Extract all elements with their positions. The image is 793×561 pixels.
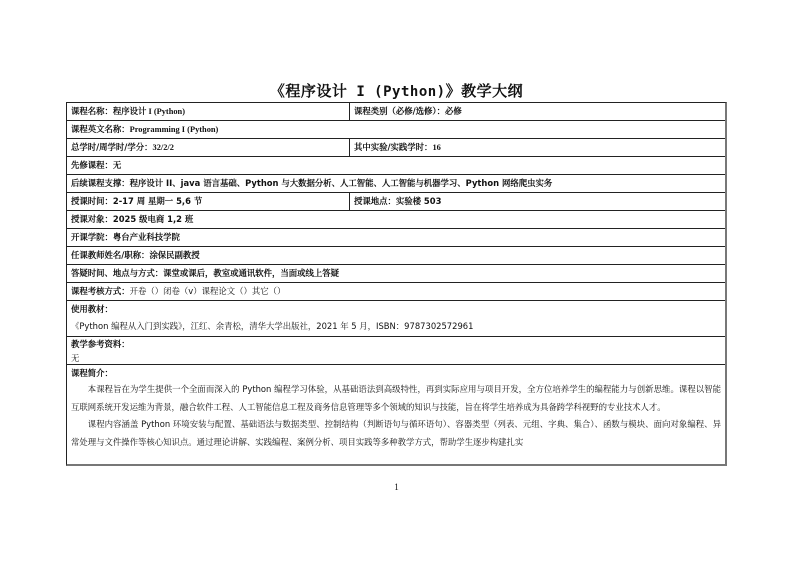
lab-hours-value: 16 bbox=[432, 143, 441, 152]
row-course-name bbox=[67, 103, 725, 121]
english-name-label: 课程英文名称： bbox=[71, 124, 130, 134]
title-suffix: 》教学大纲 bbox=[445, 82, 524, 100]
qa-value: 课堂或课后，教室或通讯软件，当面或线上答疑 bbox=[163, 268, 339, 278]
course-name-value: 程序设计 I (Python) bbox=[112, 107, 185, 116]
target-value: 2025 级电商 1,2 班 bbox=[112, 214, 194, 224]
page-number: 1 bbox=[394, 482, 399, 492]
row-qa bbox=[67, 265, 725, 283]
lab-hours-label: 其中实验/实践学时： bbox=[354, 142, 433, 152]
course-category-value: 必修 bbox=[445, 106, 462, 116]
textbook-cell bbox=[67, 301, 725, 336]
introduction-cell bbox=[67, 365, 725, 464]
row-college bbox=[67, 229, 725, 247]
introduction-paragraph-2: 课程内容涵盖 Python 环境安装与配置、基础语法与数据类型、控制结构（判断语句与循环语句）、容器类型（列表、元组、字典、集合）、函数与模块、面向对象编程、异常处理与文件操作等核心知识点。通过理论讲解、实践编程、案例分析、项目实践等多种教学方式，帮助学生逐步构建扎实 bbox=[71, 419, 721, 447]
follow-up-value: 程序设计 II、java 语言基础、Python 与大数据分析、人工智能、人工智能与机器学习、Python 网络爬虫实务 bbox=[129, 178, 553, 188]
teacher-value: 涂保民副教授 bbox=[149, 250, 200, 260]
row-introduction bbox=[67, 365, 725, 464]
prerequisites-label: 先修课程： bbox=[71, 160, 113, 170]
teacher-cell bbox=[67, 247, 725, 264]
row-textbook bbox=[67, 301, 725, 337]
assessment-label: 课程考核方式： bbox=[71, 286, 130, 296]
title-course-code: I (Python) bbox=[347, 84, 446, 100]
row-assessment bbox=[67, 283, 725, 301]
prerequisites-cell bbox=[67, 157, 725, 174]
english-name-value: Programming I (Python) bbox=[129, 125, 219, 134]
course-category-cell bbox=[350, 103, 725, 120]
row-english-name bbox=[67, 121, 725, 139]
document-title bbox=[0, 82, 793, 101]
teaching-time-cell bbox=[67, 193, 350, 210]
row-teacher bbox=[67, 247, 725, 265]
college-label: 开课学院： bbox=[71, 232, 113, 242]
row-prerequisites bbox=[67, 157, 725, 175]
course-category-label: 课程类别（必修/选修）： bbox=[354, 106, 445, 116]
introduction-label: 课程简介： bbox=[71, 368, 113, 378]
references-value: 无 bbox=[71, 353, 80, 363]
hours-cell bbox=[67, 139, 350, 156]
lab-hours-cell bbox=[350, 139, 725, 156]
textbook-value: 《Python 编程从入门到实践》，江红、余青松，清华大学出版社，2021 年 5 月，ISBN：9787302572961 bbox=[71, 321, 474, 331]
assessment-value: 开卷（）闭卷（v）课程论文（）其它（） bbox=[129, 286, 286, 296]
references-label: 教学参考资料： bbox=[71, 339, 130, 349]
follow-up-cell bbox=[67, 175, 725, 192]
syllabus-table bbox=[66, 102, 727, 466]
college-value: 粤台产业科技学院 bbox=[112, 232, 180, 242]
row-references bbox=[67, 337, 725, 365]
row-time-location bbox=[67, 193, 725, 211]
hours-label: 总学时/周学时/学分： bbox=[71, 142, 153, 152]
teaching-location-value: 实验楼 503 bbox=[395, 196, 442, 206]
row-target bbox=[67, 211, 725, 229]
english-name-cell bbox=[67, 121, 725, 138]
hours-value: 32/2/2 bbox=[152, 143, 174, 152]
title-prefix: 《程序设计 bbox=[269, 82, 348, 100]
target-cell bbox=[67, 211, 725, 228]
textbook-label: 使用教材： bbox=[71, 304, 113, 314]
target-label: 授课对象： bbox=[71, 214, 113, 224]
course-name-label: 课程名称： bbox=[71, 106, 113, 116]
teaching-time-value: 2-17 周 星期一 5,6 节 bbox=[112, 196, 203, 206]
teaching-location-cell bbox=[350, 193, 725, 210]
references-cell bbox=[67, 337, 725, 364]
college-cell bbox=[67, 229, 725, 246]
teaching-time-label: 授课时间： bbox=[71, 196, 113, 206]
prerequisites-value: 无 bbox=[112, 160, 122, 170]
qa-label: 答疑时间、地点与方式： bbox=[71, 268, 164, 278]
assessment-cell bbox=[67, 283, 725, 300]
course-name-cell bbox=[67, 103, 350, 120]
qa-cell bbox=[67, 265, 725, 282]
introduction-paragraph-1: 本课程旨在为学生提供一个全面而深入的 Python 编程学习体验，从基础语法到高级特性，再到实际应用与项目开发，全方位培养学生的编程能力与创新思维。课程以智能互联网系统开发运维为背景，融合软件工程、人工智能信息工程及商务信息管理等多个领域的知识与技能，旨在将学生培养成为具备跨学科视野的专业技术人才。 bbox=[71, 384, 721, 412]
teacher-label: 任课教师姓名/职称： bbox=[71, 250, 150, 260]
teaching-location-label: 授课地点： bbox=[354, 196, 396, 206]
row-follow-up bbox=[67, 175, 725, 193]
row-hours bbox=[67, 139, 725, 157]
follow-up-label: 后续课程支撑： bbox=[71, 178, 130, 188]
